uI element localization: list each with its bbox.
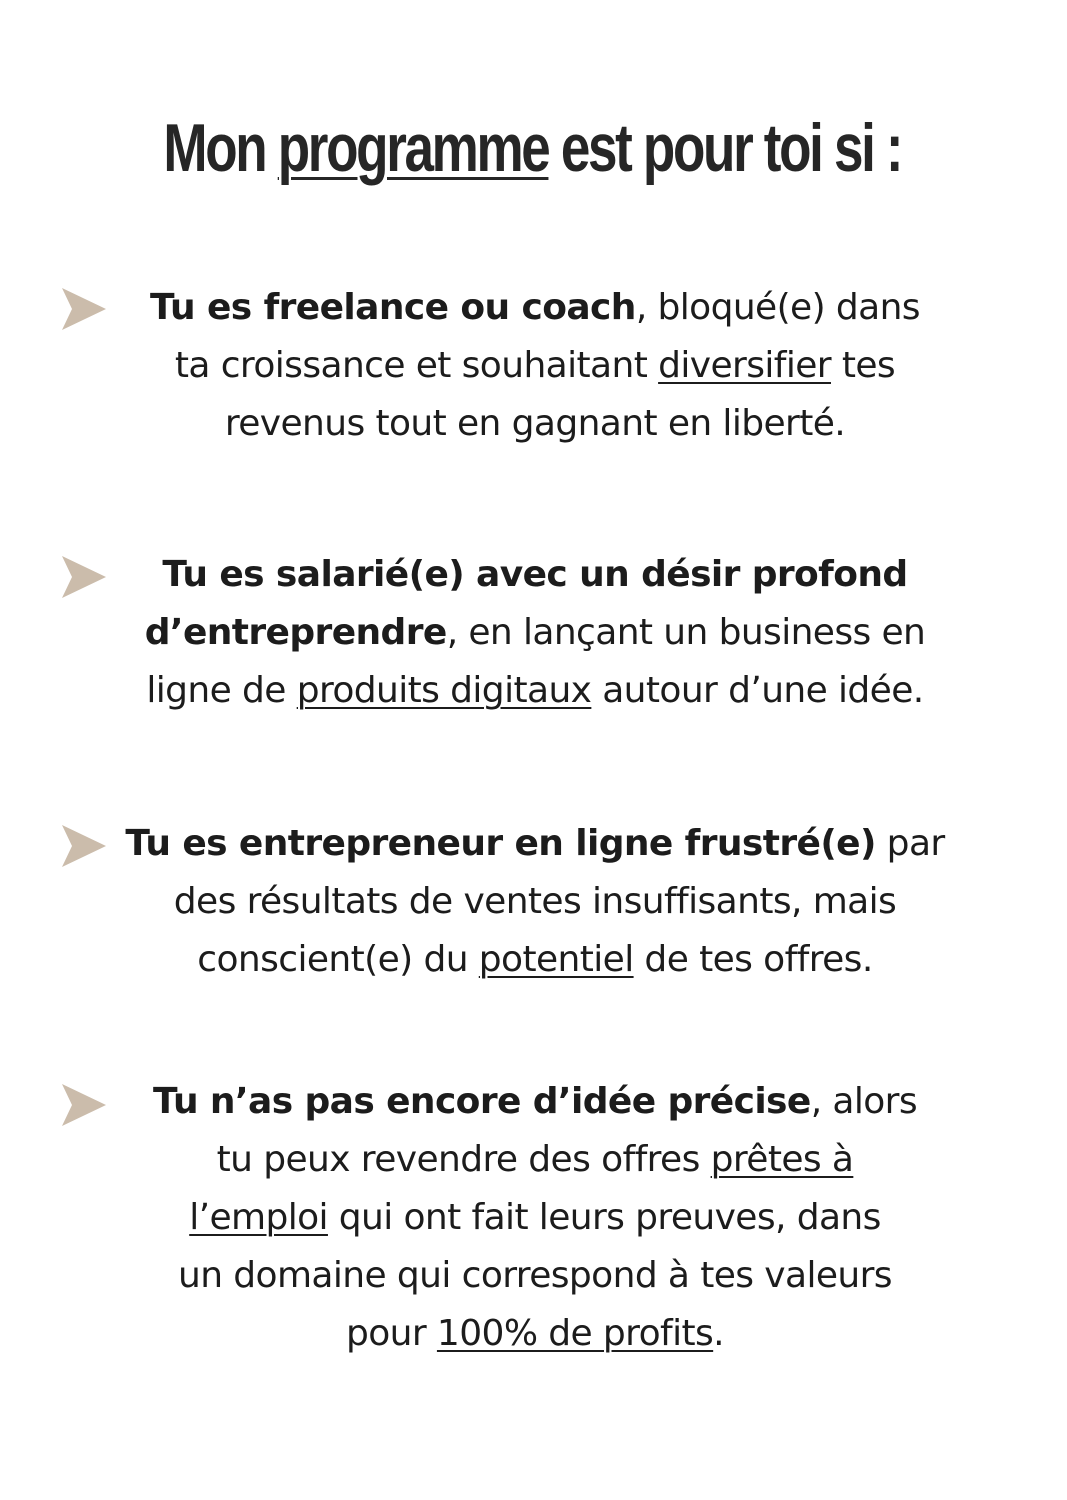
list-item-text (80, 279, 990, 453)
item-text-span: , bloqué(e) dans (635, 287, 920, 328)
item-text-span: qui ont fait leurs preuves, dans (327, 1197, 881, 1238)
item-text-span: ta croissance et souhaitant (174, 345, 659, 386)
item-text-span: conscient(e) du (197, 939, 479, 980)
item-text-span: ligne de (146, 670, 297, 711)
item-text-span: de tes offres. (633, 939, 873, 980)
item-line (80, 337, 990, 395)
list-item-text (80, 1073, 990, 1363)
item-text-span: par (875, 823, 945, 864)
item-underlined-text: produits digitaux (296, 670, 592, 711)
item-text-span: tu peux revendre des offres (216, 1139, 711, 1180)
item-line (80, 1073, 990, 1131)
list-item (80, 815, 990, 989)
item-line (80, 604, 990, 662)
title-underlined-word: programme (277, 110, 549, 186)
item-line (80, 546, 990, 604)
item-line: un domaine qui correspond à tes valeurs (178, 1255, 892, 1296)
item-bold-text: Tu es entrepreneur en ligne frustré(e) (125, 823, 876, 864)
item-bold-text: d’entreprendre (144, 612, 447, 653)
item-line (80, 1305, 990, 1363)
title-part-1: Mon (163, 110, 278, 186)
item-line (80, 815, 990, 873)
item-line (80, 931, 990, 989)
title-part-2: est pour toi si : (548, 110, 902, 186)
item-text-span: autour d’une idée. (591, 670, 924, 711)
item-bold-text: Tu es freelance ou coach (150, 287, 636, 328)
item-text-span: tes (830, 345, 896, 386)
item-line (80, 1189, 990, 1247)
item-text-span: . (713, 1313, 725, 1354)
item-underlined-text: diversifier (658, 345, 831, 386)
item-underlined-text: prêtes à (710, 1139, 854, 1180)
item-text-span: , en lançant un business en (446, 612, 926, 653)
list-item (80, 279, 990, 453)
item-bold-text: Tu es salarié(e) avec un désir profond (162, 554, 908, 595)
item-line (80, 279, 990, 337)
item-line (80, 1131, 990, 1189)
item-underlined-text: l’emploi (189, 1197, 328, 1238)
item-line: revenus tout en gagnant en liberté. (224, 403, 846, 444)
item-line (80, 662, 990, 720)
item-underlined-text: potentiel (478, 939, 634, 980)
item-text-span: pour (345, 1313, 437, 1354)
item-line: des résultats de ventes insuffisants, mais (173, 881, 897, 922)
list-item (80, 1073, 990, 1363)
item-underlined-text: 100% de profits (436, 1313, 714, 1354)
list-item-text (80, 546, 990, 720)
list-item-text (80, 815, 990, 989)
list-item (80, 546, 990, 720)
page-title (116, 100, 948, 196)
item-bold-text: Tu n’as pas encore d’idée précise (152, 1081, 811, 1122)
item-text-span: , alors (810, 1081, 918, 1122)
